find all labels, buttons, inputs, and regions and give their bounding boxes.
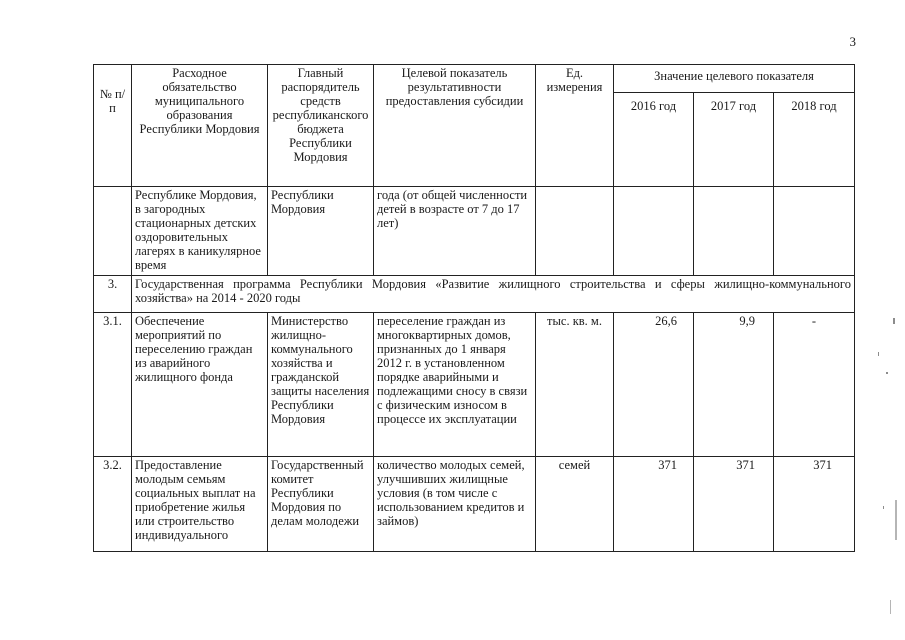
cell-value-2017 [694,187,774,276]
scan-speck [893,318,895,324]
header-year-2017: 2017 год [694,93,774,187]
header-manager: Главный распорядитель средств республиканского бюджета Республики Мордовия [268,65,374,187]
cell-manager: Министерство жилищно-коммунального хозяйства и гражданской защиты населения Республики Мордовия [268,313,374,457]
cell-value-2018 [774,187,855,276]
header-unit: Ед. измерения [536,65,614,187]
section-num: 3. [94,276,132,313]
scan-speck [895,500,897,540]
cell-manager: Республики Мордовия [268,187,374,276]
cell-num: 3.1. [94,313,132,457]
cell-unit: семей [536,457,614,552]
cell-manager: Государственный комитет Республики Мордовия по делам молодежи [268,457,374,552]
scan-speck [886,372,888,374]
cell-value-2016 [614,187,694,276]
cell-value-2018: - [774,313,855,457]
section-title: Государственная программа Республики Мордовия «Развитие жилищного строительства и сферы жилищно-коммунального хозяйства» на 2014 - 2020 годы [132,276,855,313]
cell-num: 3.2. [94,457,132,552]
cell-num [94,187,132,276]
target-indicators-table [93,64,855,552]
header-num: № п/п [94,65,132,187]
table-row [94,457,855,552]
cell-obligation: Республике Мордовия, в загородных стационарных детских оздоровительных лагерях в каникулярное время [132,187,268,276]
header-year-2016: 2016 год [614,93,694,187]
cell-unit [536,187,614,276]
cell-indicator: переселение граждан из многоквартирных домов, признанных до 1 января 2012 г. в установленном порядке аварийными и подлежащими сносу в связи с физическим износом в процессе их эксплуатации [374,313,536,457]
cell-value-2016: 26,6 [614,313,694,457]
cell-value-2018: 371 [774,457,855,552]
page-number: 3 [849,34,856,49]
header-year-2018: 2018 год [774,93,855,187]
section-row [94,276,855,313]
cell-indicator: года (от общей численности детей в возрасте от 7 до 17 лет) [374,187,536,276]
header-target-value: Значение целевого показателя [614,65,855,93]
scan-speck [878,352,879,356]
cell-value-2017: 9,9 [694,313,774,457]
table-row [94,313,855,457]
table-row [94,187,855,276]
scan-speck [883,506,884,509]
scan-speck [890,600,891,614]
cell-value-2017: 371 [694,457,774,552]
cell-unit: тыс. кв. м. [536,313,614,457]
header-obligation: Расходное обязательство муниципального образования Республики Мордовия [132,65,268,187]
cell-obligation: Предоставление молодым семьям социальных выплат на приобретение жилья или строительство индивидуального [132,457,268,552]
cell-indicator: количество молодых семей, улучшивших жилищные условия (в том числе с использованием кредитов и займов) [374,457,536,552]
header-indicator: Целевой показатель результативности предоставления субсидии [374,65,536,187]
cell-obligation: Обеспечение мероприятий по переселению граждан из аварийного жилищного фонда [132,313,268,457]
cell-value-2016: 371 [614,457,694,552]
